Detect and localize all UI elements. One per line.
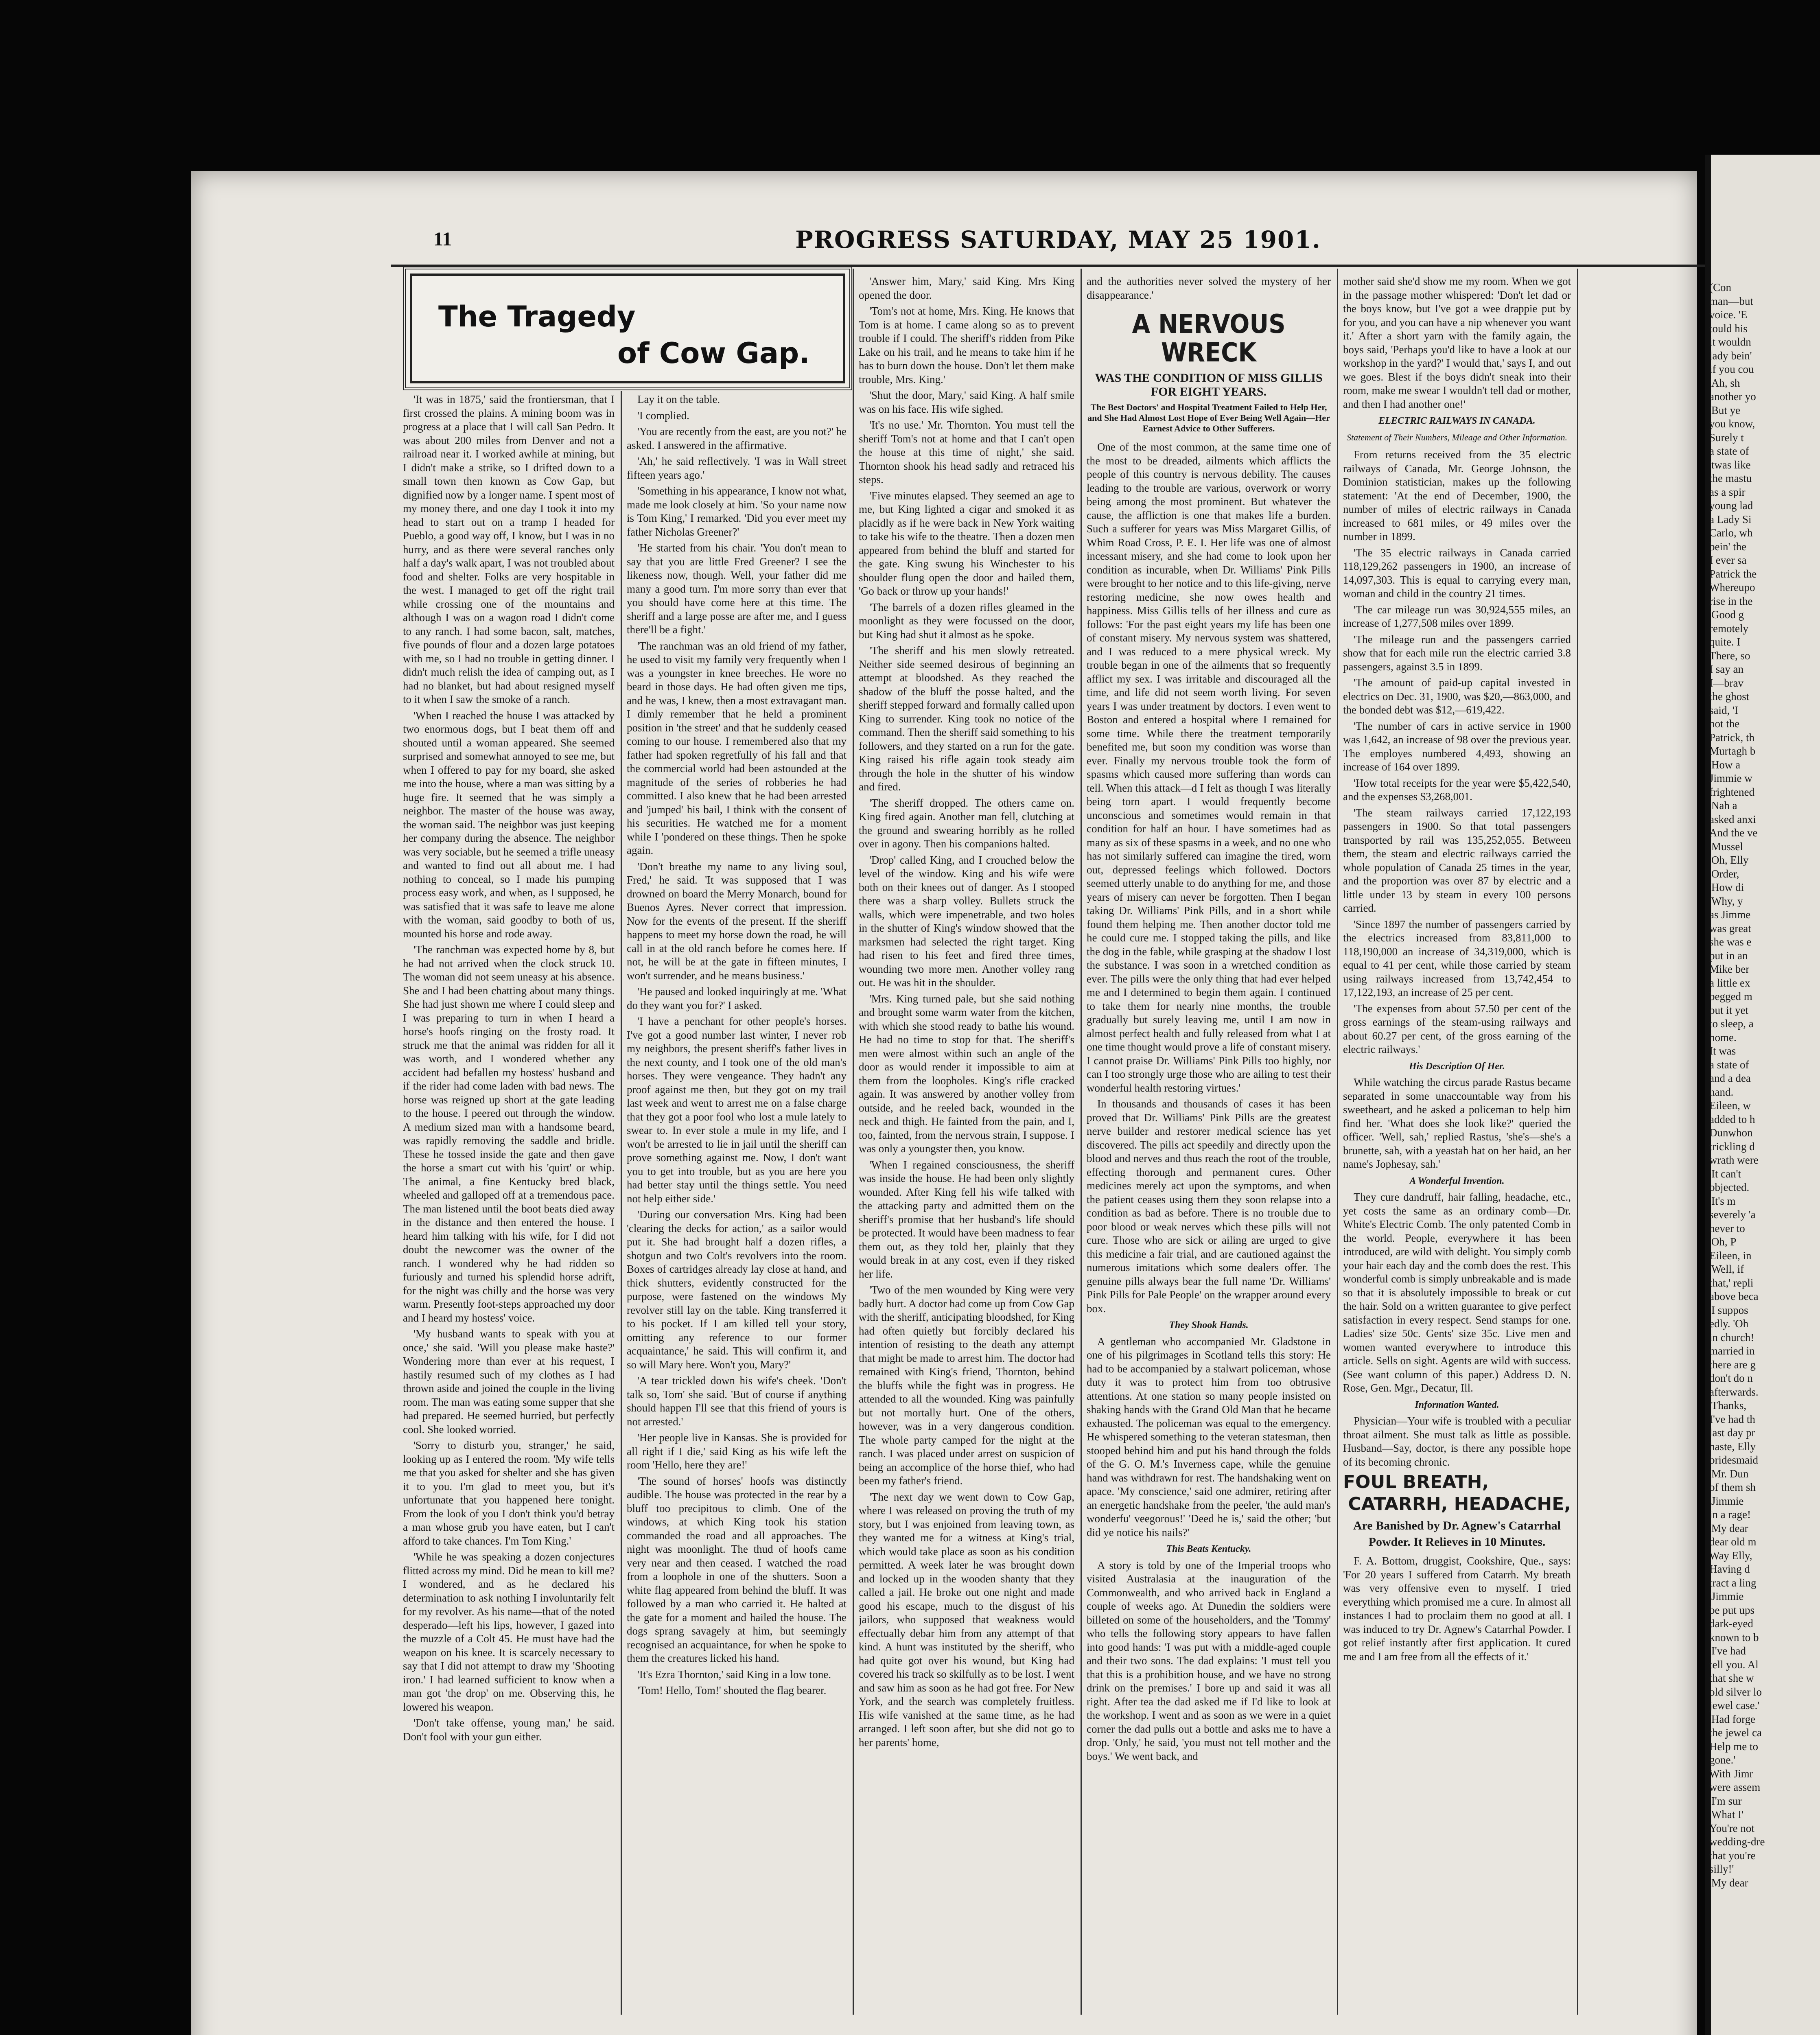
truncated-line: dark-eyed — [1709, 1617, 1753, 1630]
ad-headline-1: FOUL BREATH, — [1343, 1472, 1489, 1492]
truncated-line: the jewel ca — [1709, 1726, 1762, 1739]
truncated-line: 'How di — [1709, 881, 1744, 893]
truncated-line: 'Well, if — [1709, 1263, 1744, 1275]
truncated-line: 'Good g — [1709, 608, 1744, 621]
column-5 — [1343, 275, 1571, 2013]
truncated-line: trickling d — [1709, 1140, 1755, 1153]
truncated-line: known to b — [1709, 1631, 1759, 1643]
nervous-wreck-paragraph: In thousands and thousands of cases it has been proved that Dr. Williams' Pink Pills are the greatest nerve builder and restorer medical science has yet discovered. The pills act speedily and directly upon the blood and nerves and thus reach the root of the trouble, effecting thorough and permanent cures. Other medicines merely act upon the symptoms, and when the patient ceases using them they soon relapse into a condition as bad as before. There is no trouble due to poor blood or weak nerves which these pills will not cure. Those who are sick or ailing are urged to give this medicine a fair trial, and are cautioned against the numerous imitations which some dealers offer. The genuine pills always bear the full name 'Dr. Williams' Pink Pills for Pale People' on the wrapper around every box. — [1087, 1098, 1331, 1315]
truncated-line: Dunwhon — [1709, 1127, 1753, 1139]
description-text: While watching the circus parade Rastus became separated in some unaccountable way from his sweetheart, and he asked a policeman to help him find her. 'What does she look like?' queried the officer. 'Well, sah,' replied Rastus, 'she's—she's a brunette, sah, with a yeastah hat on her haid, an her name's Jophesay, sah.' — [1343, 1076, 1571, 1170]
story-paragraph: 'I have a penchant for other people's horses. I've got a good number last winter, I never rob my neighbors, the present sheriff's father lives in the next county, and I took one of the old man's horses. They were vengeance. They hadn't any proof against me then, but they got on my trail last week and went to arrest me on a false charge that they got a poor fool who lost a mule lately to swear to. In ever stole a mule in my life, and I won't be arrested to lie in jail until the sheriff can prove something against me. Now, I don't want you to get into trouble, but as you are here you had better stay until the things settle. You need not help either side.' — [627, 1015, 847, 1205]
story-paragraph: 'Her people live in Kansas. She is provided for all right if I die,' said King as his wife left the room 'Hello, here they are!' — [627, 1431, 847, 1471]
story-paragraph: 'A tear trickled down his wife's cheek. 'Don't talk so, Tom' she said. 'But of course if anything should happen I'll see that this friend of yours is not arrested.' — [627, 1374, 847, 1428]
nervous-wreck-subhead: WAS THE CONDITION OF MISS GILLIS FOR EIGHT YEARS. — [1095, 371, 1323, 398]
truncated-line: severely 'a — [1709, 1208, 1756, 1221]
truncated-line: 'How a — [1709, 758, 1741, 771]
truncated-line: jewel case.' — [1709, 1699, 1760, 1711]
truncated-line: With Jimr — [1709, 1767, 1753, 1780]
truncated-line: man—but — [1709, 295, 1753, 307]
truncated-line: 'I've had — [1709, 1645, 1746, 1657]
story-paragraph: 'When I regained consciousness, the sheriff was inside the house. He had been only slightly wounded. After King fell his wife talked with the attacking party and admitted them on the sheriff's promise that her husband's life should be protected. It would have been madness to fear them out, as they told her, plainly that they would break in at any cost, even if they risked her life. — [859, 1158, 1074, 1280]
truncated-line: edly. 'Oh — [1709, 1317, 1749, 1330]
truncated-line: tell you. Al — [1709, 1658, 1759, 1671]
truncated-line: afterwards. — [1709, 1385, 1759, 1398]
truncated-line: added to h — [1709, 1113, 1755, 1125]
page-number: 11 — [433, 228, 452, 250]
they-shook-hands-text: A gentleman who accompanied Mr. Gladstone in one of his pilgrimages in Scotland tells this story: He had to be accompanied by a stalwart policeman, whose duty it was to protect him from too obtrusive attentions. At one station so many people insisted on shaking hands with the Grand Old Man that he became exhausted. The policeman was equal to the emergency. He whispered something to the veteran statesman, then stooped behind him and put his hand through the folds of the G. O. M.'s Inverness cape, while the genuine hand was withdrawn for rest. The handshaking went on apace. 'My conscience,' said one admirer, retiring after an energetic handshake from the peeler, 'the auld man's wonderfu' veegorous!' 'Deed he is,' said the other; 'but did ye notice his nails?' — [1087, 1335, 1331, 1538]
truncated-line: that you're — [1709, 1849, 1756, 1862]
ad-text: F. A. Bottom, druggist, Cookshire, Que., says: 'For 20 years I suffered from Catarrh. My breath was very offensive even to myself. I tried everything which promised me a cure. In almost all instances I had to proclaim them no good at all. I was induced to try Dr. Agnew's Catarrhal Powder. I got relief instantly after first application. It cured me and I am free from all the effects of it.' — [1343, 1555, 1571, 1663]
story-paragraph: 'Shut the door, Mary,' said King. A half smile was on his face. His wife sighed. — [859, 389, 1074, 415]
story-paragraph: 'Drop' called King, and I crouched below the level of the window. King and his wife were both on their knees out of danger. As I stooped there was a sharp volley. Bullets struck the walls, which were impenetrable, and two holes in the shutter of King's window showed that the marksmen had selected the right target. King had risen to his feet and fired three times, wounding two more men. Another volley rang out. He was hit in the shoulder. — [859, 853, 1074, 989]
truncated-line: You're not — [1709, 1822, 1754, 1834]
truncated-line: Having d — [1709, 1563, 1750, 1575]
story-title-box — [403, 267, 852, 390]
truncated-line: Patrick the — [1709, 567, 1757, 580]
truncated-line: as a spir — [1709, 486, 1746, 498]
story-paragraph: Lay it on the table. — [637, 393, 720, 405]
story-paragraph: 'Something in his appearance, I know not what, made me look closely at him. 'So your name now is Tom King,' I remarked. 'Did you ever meet my father Nicholas Greener?' — [627, 485, 847, 538]
truncated-line: 'Ah, sh — [1709, 376, 1740, 389]
story-paragraph: 'During our conversation Mrs. King had been 'clearing the decks for action,' as a sailor would put it. She had brought half a dozen rifles, a shotgun and two Colt's revolvers into the room. Boxes of cartridges already lay close at hand, and thick shutters, evidently constructed for the purpose, were fastened on the windows My revolver still lay on the table. King transferred it to his pocket. If I am killed tell your story, omitting any reference to our former acquaintance,' he said. This will confirm it, and so will Mary here. Won't you, Mary?' — [627, 1208, 847, 1371]
story-column-3 — [859, 275, 1074, 2013]
truncated-line: to sleep, a — [1709, 1017, 1754, 1030]
truncated-line: home. — [1709, 1031, 1737, 1044]
electric-railways-deck: Statement of Their Numbers, Mileage and Other Information. — [1346, 432, 1567, 442]
electric-railways-paragraph: 'Since 1897 the number of passengers carried by the electrics increased from 83,811,000 to 118,190,000 an increase of 34,319,000, which is equal to 41 per cent, while those carried by steam using railways increased from 13,742,454 to 17,122,193, an increase of 25 per cent. — [1343, 918, 1571, 998]
story-paragraph: 'The sheriff and his men slowly retreated. Neither side seemed desirous of beginning an attempt at bloodshed. As they reached the shadow of the bluff the posse halted, and the sheriff stepped forward and formally called upon King to surrender. King took no notice of the command. Then the sheriff said something to his followers, and they started on a run for the gate. King raised his rifle again took steady aim through the hole in the shutter of his window and fired. — [859, 644, 1074, 793]
electric-railways-paragraph: From returns received from the 35 electric railways of Canada, Mr. George Johnson, the Dominion statistician, makes up the following statement: 'At the end of December, 1900, the number of miles of electric railways in Canada increased to 681 miles, or 49 miles over the number in 1899. — [1343, 449, 1571, 543]
truncated-line: (Con — [1709, 281, 1731, 293]
story-paragraph: 'The next day we went down to Cow Gap, where I was released on proving the truth of my story, but I was enjoined from leaving town, as they wanted me for a witness at King's trial, which would take place as soon as his condition permitted. A week later he was brought down and locked up in the wooden shanty that they called a jail. He broke out one night and made good his escape, much to the disgust of his jailors, who supposed that weakness would effectually debar him from any attempt of that kind. A hunt was instituted by the sheriff, who had quite got over his wound, but King had covered his track so skilfully as to be lost. I went and saw him as soon as he had got free. For New York, and the search was completely fruitless. His wife vanished at the same time, as he had arranged. I left soon after, but she did not go to her parents' home, — [859, 1490, 1074, 1748]
truncated-line: young lad — [1709, 499, 1753, 512]
info-wanted-text: Physician—Your wife is troubled with a peculiar throat ailment. She must talk as little as possible. Husband—Say, doctor, is there any possible hope of its becoming chronic. — [1343, 1415, 1571, 1468]
electric-railways-paragraph: 'The mileage run and the passengers carried show that for each mile run the electric carried 3.8 passengers, against 3.5 in 1899. — [1343, 633, 1571, 673]
truncated-line: It was — [1709, 1045, 1736, 1057]
story-column-2 — [627, 393, 847, 2013]
truncated-line: 'Mussel — [1709, 840, 1743, 853]
truncated-line: were assem — [1709, 1781, 1761, 1793]
truncated-line: hand. — [1709, 1085, 1734, 1098]
story-paragraph: 'While he was speaking a dozen conjectures flitted across my mind. Did he mean to kill me? I wondered, and as he declared his determination to ask nothing I involuntarily felt for my revolver. As his name—that of the noted desperado—left his lips, however, I gazed into the muzzle of a Colt 45. He must have had the weapon on his knee. It is scarcely necessary to say that I did not attempt to draw my 'Shooting iron.' I had learned sufficient to know when a man got 'the drop' on me. Observing this, he lowered his weapon. — [403, 1551, 615, 1713]
truncated-line: 'Mr. Dun — [1709, 1467, 1749, 1480]
truncated-line: objected. — [1709, 1181, 1750, 1193]
truncated-line: the ghost — [1709, 690, 1750, 702]
nervous-wreck-paragraph: One of the most common, at the same time one of the most to be dreaded, ailments which afflicts the people of this country is nervous debility. The causes leading to the trouble are various, overwork or worry being among the most prominent. But whatever the cause, the affliction is one that makes life a burden. Such a sufferer for years was Miss Margaret Gillis, of Whim Road Cross, P. E. I. Her life was one of almost incessant misery, and she had come to look upon her condition as incurable, when Dr. Williams' Pink Pills were brought to her notice and to this life-giving, nerve restoring medicine, she now owes health and happiness. Miss Gillis tells of her illness and cure as follows: 'For the past eight years my life has been one of constant misery. My nervous system was shattered, and I was reduced to a mere physical wreck. My trouble began in one of the ailments that so frequently afflict my sex. I was irritable and discouraged all the time, and life did not seem worth living. For seven years I was under treatment by doctors. I even went to Boston and entered a hospital where I remained for some time. While there the treatment temporarily benefited me, but soon my condition was worse than ever. Finally my nervous trouble took the form of spasms which caused more suffering than words can tell. When this attack—d I felt as though I was literally being torn apart. I would frequently become unconscious and sometimes would remain in that condition for half an hour. I have sometimes had as many as six of these spasms in a week, and no one who has not similarly suffered can imagine the tired, worn out, depressed feelings which followed. Doctors seemed utterly unable to do anything for me, and those years of misery can never be forgotten. Then I began taking Dr. Williams' Pink Pills, and in a short while found them helping me. Then another doctor told me he could cure me. I stopped taking the pills, and like the dog in the fable, while grasping at the shadow I lost the substance. I was soon in a wretched condition as ever. The pills were the only thing that had ever helped me and I determined to begin them again. I continued to take them for nearly nine months, the trouble gradually but surely leaving me, until I am now in almost perfect health and fully released from what I at one time thought would prove a life of constant misery. I cannot praise Dr. Williams' Pink Pills too highly, nor can I too strongly urge those who are ailing to test their wonderful health restoring virtues.' — [1087, 441, 1331, 1094]
column-divider — [1081, 269, 1082, 2015]
truncated-line: 'Had forge — [1709, 1713, 1756, 1725]
truncated-line: lady bein' — [1709, 349, 1752, 362]
truncated-line: wedding-dre — [1709, 1836, 1765, 1848]
truncated-line: And the ve — [1709, 827, 1758, 839]
truncated-line: you know, — [1709, 418, 1755, 430]
story-paragraph: 'Tom! Hello, Tom!' shouted the flag bearer. — [637, 1684, 827, 1696]
truncated-line: as Jimme — [1709, 908, 1751, 921]
story-paragraph: 'Sorry to disturb you, stranger,' he said, looking up as I entered the room. 'My wife tells me that you asked for shelter and she has given it to you. I'm glad to meet you, but it's unfortunate that you happened here tonight. From the look of you I don't think you'd betray a man whose grub you have eaten, but I can't afford to take chances. I'm Tom King.' — [403, 1439, 615, 1547]
electric-railways-paragraph: 'The expenses from about 57.50 per cent of the gross earnings of the steam-using railways and about 60.27 per cent, of the gross earning of the electric railways.' — [1343, 1002, 1571, 1055]
truncated-line: be put ups — [1709, 1604, 1754, 1616]
they-shook-hands-head: They Shook Hands. — [1169, 1320, 1249, 1330]
truncated-line: 'Nah a — [1709, 799, 1737, 812]
truncated-line: a state of — [1709, 1058, 1749, 1071]
story-paragraph: 'Ah,' he said reflectively. 'I was in Wall street fifteen years ago.' — [627, 455, 847, 481]
story-paragraph: 'You are recently from the east, are you not?' he asked. I answered in the affirmative. — [627, 425, 847, 451]
truncated-line: that,' repli — [1709, 1276, 1754, 1289]
truncated-line: There, so — [1709, 649, 1750, 662]
truncated-line: begged m — [1709, 990, 1752, 1002]
truncated-line: it wouldn — [1709, 336, 1751, 348]
truncated-line: a little ex — [1709, 976, 1750, 989]
nervous-wreck-deck: The Best Doctors' and Hospital Treatment Failed to Help Her, and She Had Almost Lost Hope of Ever Being Well Again—Her Earnest Advice to Other Sufferers. — [1087, 402, 1330, 433]
truncated-line: dear old m — [1709, 1536, 1757, 1548]
story-ending: and the authorities never solved the mystery of her disappearance.' — [1087, 275, 1331, 301]
truncated-line: Jimmie w — [1709, 772, 1752, 784]
invention-head: A Wonderful Invention. — [1409, 1175, 1505, 1186]
column-divider — [853, 269, 854, 2015]
info-wanted-head: Information Wanted. — [1415, 1399, 1499, 1410]
truncated-line: rise in the — [1709, 595, 1753, 607]
truncated-line: 'Thanks, — [1709, 1399, 1747, 1411]
truncated-line: not the — [1709, 718, 1740, 730]
truncated-line: quite. I — [1709, 636, 1741, 648]
story-paragraph: 'The ranchman was an old friend of my father, he used to visit my family very frequently when I was a youngster in knee breeches. He wore no beard in those days. He had often given me tips, and he was, I knew, then a most extravagant man. I dimly remember that he held a prominent position in 'the street' and that he suddenly ceased coming to our house. I remembered also that my father had spoken regretfully of his fall and that the commercial world had been astounded at the magnitude of the series of robberies he had committed. I also knew that he had been arrested and 'jumped' his bail, I think with the consent of his securities. He watched me for a moment while I 'pondered on these things. Then he spoke again. — [627, 639, 847, 856]
truncated-line: in a rage! — [1709, 1508, 1751, 1521]
electric-railways-body — [1343, 448, 1571, 1057]
beats-kentucky-text: A story is told by one of the Imperial troops who visited Australasia at the inauguration of the Commonwealth, and who arrived back in England a couple of weeks ago. At Dunedin the soldiers were billeted on some of the householders, and the 'Tommy' who tells the following story appears to have fallen into good hands: 'I was put with a middle-aged couple and their two sons. The dad explains: 'I must tell you that this is a prohibition house, and we have no strong drink on the premises.' I bore up and said it was all right. After tea the dad asked me if I'd like to look at the workshop. I went and as soon as we were in a quiet corner the dad pulls out a bottle and asks me to have a drop. 'Only,' he said, 'you must not tell mother and the boys.' We went back, and — [1087, 1559, 1331, 1762]
electric-railways-paragraph: 'The amount of paid-up capital invested in electrics on Dec. 31, 1900, was $20,—863,000, and the bonded debt was $12,—619,422. — [1343, 676, 1571, 716]
column-6-partial — [1709, 281, 1817, 1990]
story-paragraph: 'It was in 1875,' said the frontiersman, that I first crossed the plains. A mining boom was in progress at a place that I will call San Pedro. It was about 200 miles from Denver and not a railroad near it. I worked awhile at mining, but I didn't make a strike, so I drifted down to a small town then known as Cow Gap, but dignified now by a longer name. I spent most of my money there, and one day I took it into my head to start out on a tramp I headed for Pueblo, a good way off, I know, but I was in no hurry, and as there were several ranches only half a day's walk apart, I was not troubled about food and shelter. Folks are very hospitable in the west. I managed to get off the right trail while crossing one of the mountains and although I was on a wagon road I didn't come to any ranch. I had some bacon, salt, matches, five pounds of flour and a dozen large potatoes with me, so I had no trouble in getting dinner. I didn't much relish the idea of camping out, as I had no blanket, but had about resigned myself to it when I saw the smoke of a ranch. — [403, 393, 615, 705]
story-paragraph: 'I complied. — [637, 409, 689, 422]
story-title-line1: The Tragedy — [438, 300, 636, 333]
ad-deck: Are Banished by Dr. Agnew's Catarrhal Powder. It Relieves in 10 Minutes. — [1353, 1519, 1561, 1549]
truncated-line: voice. 'E — [1709, 309, 1748, 321]
column-divider — [1577, 269, 1578, 2015]
story-title-line2: of Cow Gap. — [617, 337, 810, 370]
truncated-line: I ever sa — [1709, 554, 1747, 566]
description-head: His Description Of Her. — [1409, 1061, 1505, 1072]
truncated-line: Eileen, w — [1709, 1099, 1751, 1112]
truncated-line: and a dea — [1709, 1072, 1751, 1084]
truncated-line: that she w — [1709, 1672, 1754, 1684]
truncated-line: Way Elly, — [1709, 1549, 1752, 1562]
nervous-wreck-headline: A NERVOUS WRECK — [1132, 309, 1286, 368]
truncated-line: another yo — [1709, 390, 1756, 403]
column-divider — [1337, 269, 1338, 2015]
masthead: PROGRESS SATURDAY, MAY 25 1901. — [795, 226, 1321, 254]
truncated-line: Murtagh b — [1709, 745, 1756, 757]
story-paragraph: 'It's Ezra Thornton,' said King in a low tone. — [637, 1668, 831, 1681]
truncated-line: put it yet — [1709, 1004, 1748, 1016]
truncated-line: I've had th — [1709, 1413, 1755, 1425]
truncated-line: a state of — [1709, 445, 1749, 457]
truncated-line: put in an — [1709, 949, 1748, 962]
truncated-line: Eileen, in — [1709, 1249, 1752, 1262]
invention-text: They cure dandruff, hair falling, headache, etc., yet costs the same as an ordinary comb—Dr. White's Electric Comb. The only patented Comb in the world. People, everywhere it has been introduced, are wild with delight. You simply comb your hair each day and the comb does the rest. This wonderful comb is simply unbreakable and is made so that it is absolutely impossible to break or cut the hair. Sold on a written guarantee to give perfect satisfaction in every respect. Send stamps for one. Ladies' size 50c. Gents' size 35c. Live men and women wanted everywhere to introduce this article. Sells on sight. Agents are wild with success. (See want column of this paper.) Address D. N. Rose, Gen. Mgr., Decatur, Ill. — [1343, 1191, 1571, 1394]
truncated-line: Whereupo — [1709, 581, 1755, 593]
truncated-line: remotely — [1709, 622, 1748, 635]
truncated-line: 'Order, — [1709, 867, 1739, 880]
story-paragraph: 'My husband wants to speak with you at once,' she said. 'Will you please make haste?' Wondering more than ever at his request, I hastily resumed such of my clothes as I had thrown aside and joined the couple in the living room. The man was eating some supper that she had prepared. He seemed hurried, but perfectly cool. She looked worried. — [403, 1328, 615, 1435]
truncated-line: 'Oh, P — [1709, 1236, 1737, 1248]
truncated-line: married in — [1709, 1345, 1755, 1357]
truncated-line: 'What I' — [1709, 1808, 1743, 1821]
truncated-line: Patrick, th — [1709, 731, 1754, 744]
truncated-line: I say an — [1709, 663, 1743, 675]
story-paragraph: 'He paused and looked inquiringly at me. 'What do they want you for?' I asked. — [627, 985, 847, 1011]
story-paragraph: 'Two of the men wounded by King were very badly hurt. A doctor had come up from Cow Gap with the sheriff, anticipating bloodshed, for King had often quietly but forcibly declared his intention of resisting to the death any attempt that might be made to arrest him. The doctor had remained with King's friend, Thornton, behind the bluffs while the fight was in progress. He attended to all the wounded. King was painfully but not mortally hurt. One of the others, however, was in a very dangerous condition. The whole party camped for the night at the ranch. I was placed under arrest on suspicion of being an accomplice of the horse thief, who had been my father's friend. — [859, 1284, 1074, 1487]
story-paragraph: 'The sound of horses' hoofs was distinctly audible. The house was protected in the rear by a bluff too precipitous to climb. One of the windows, at which King took his station commanded the road and all approaches. The night was moonlight. The thud of hoofs came very near and then ceased. I watched the road from a loophole in one of the shutters. Soon a white flag appeared from behind the bluff. It was followed by a man who carried it. He halted at the gate for a moment and hailed the house. The dogs sprang savagely at him, but seemingly recognised an acquaintance, for when he spoke to them the creatures licked his hand. — [627, 1475, 847, 1664]
truncated-line: tould his — [1709, 322, 1748, 335]
truncated-line: 'I suppos — [1709, 1304, 1748, 1316]
truncated-line: Surely t — [1709, 431, 1744, 444]
truncated-line: Help me to — [1709, 1740, 1758, 1753]
story-paragraph: 'It's no use.' Mr. Thornton. You must tell the sheriff Tom's not at home and that I can't open the house at this time of night,' she said. Thornton shook his head sadly and retraced his steps. — [859, 419, 1074, 486]
truncated-line: 'twas like — [1709, 458, 1751, 471]
truncated-line: Mike ber — [1709, 963, 1750, 975]
truncated-line: never to — [1709, 1222, 1745, 1234]
electric-railways-paragraph: 'The 35 electric railways in Canada carried 118,129,262 passengers in 1900, an increase of 14,097,303. This is equal to carrying every man, woman and child in the country 21 times. — [1343, 546, 1571, 600]
story-paragraph: 'Tom's not at home, Mrs. King. He knows that Tom is at home. I came along so as to prevent trouble if I could. The sheriff's ridden from Pike Lake on his trail, and he means to take him if he has to burn down the house. Don't let them make trouble, Mrs. King.' — [859, 305, 1074, 385]
truncated-line: 'My dear — [1709, 1522, 1748, 1534]
story-paragraph: 'The sheriff dropped. The others came on. King fired again. Another man fell, clutching at the ground and swearing horribly as he rolled over in agony. Then his companions halted. — [859, 796, 1074, 850]
truncated-line: I—brav — [1709, 676, 1743, 689]
truncated-line: gone.' — [1709, 1754, 1736, 1766]
electric-railways-paragraph: 'The car mileage run was 30,924,555 miles, an increase of 1,277,508 miles over 1899. — [1343, 603, 1571, 629]
truncated-line: she was e — [1709, 936, 1752, 948]
story-paragraph: 'When I reached the house I was attacked by two enormous dogs, but I beat them off and shouted until a woman appeared. She seemed surprised and somewhat annoyed to see me, but when I offered to pay for my board, she asked me into the house, where a man was sitting by a huge fire. It seemed that he was simply a neighbor. The master of the house was away, the woman said. The neighbor was just keeping her company during the absence. The neighbor was very sociable, but he seemed a trifle uneasy and wanted to find out all about me. I had nothing to conceal, so I made his pumping process easy work, and when, as I supposed, he was satisfied that it was safe to leave me alone with the woman, said goodby to both of us, mounted his horse and rode away. — [403, 709, 615, 940]
truncated-line: said, 'I — [1709, 704, 1738, 716]
electric-railways-paragraph: 'The number of cars in active service in 1900 was 1,642, an increase of 98 over the previous year. The employes numbered 4,493, showing an increase of 164 over 1899. — [1343, 720, 1571, 773]
beats-kentucky-head: This Beats Kentucky. — [1166, 1544, 1251, 1554]
truncated-line: wrath were — [1709, 1154, 1759, 1166]
story-paragraph: 'The ranchman was expected home by 8, but he had not arrived when the clock struck 10. The woman did not seem uneasy at his absence. She and I had been chatting about many things. She had just shown me where I could sleep and I was preparing to turn in when I heard a horse's hoofs ringing on the frosty road. It struck me that the animal was ridden for all it was worth, and I wondered whether any accident had befallen my hostess' husband and if the rider had come laden with bad news. The horse was reigned up short at the gate leading to the house. I peered out through the window. A medium sized man with a handsome beard, was rapidly removing the saddle and bridle. These he tossed inside the gate and then gave the horse a smart cut with his 'quirt' or whip. The animal, a fine Kentucky bred black, wheeled and galloped off at a tremendous pace. The man listened until the boot beats died away in the distance and then entered the house. I heard him talking with his wife, for I did not doubt the newcomer was the owner of the ranch. I wondered why he had ridden so furiously and turned his splendid horse adrift, for the night was chilly and the horse was very warm. Presently foot-steps approached my door and I heard my hostess' voice. — [403, 943, 615, 1324]
truncated-line: bein' the — [1709, 540, 1747, 553]
truncated-line: Carlo, wh — [1709, 527, 1753, 539]
truncated-line: if you cou — [1709, 363, 1754, 375]
truncated-line: 'Jimmie — [1709, 1495, 1744, 1507]
truncated-line: silly!' — [1709, 1863, 1734, 1875]
truncated-line: 'Oh, Elly — [1709, 854, 1749, 866]
truncated-line: old silver lo — [1709, 1685, 1762, 1698]
truncated-line: 'It can't — [1709, 1167, 1741, 1180]
electric-railways-paragraph: 'The steam railways carried 17,122,193 passengers in 1900. So that total passengers transported by rail was 135,252,055. Between them, the steam and electric railways carried the whole population of Canada 25 times in the year, and the proportion was over 87 by electric and a little under 13 by steam in every 100 persons carried. — [1343, 806, 1571, 914]
truncated-line: last day pr — [1709, 1427, 1755, 1439]
truncated-line: bridesmaid — [1709, 1454, 1758, 1466]
truncated-line: haste, Elly — [1709, 1440, 1756, 1453]
story-paragraph: 'Don't take offense, young man,' he said. Don't fool with your gun either. — [403, 1717, 615, 1743]
column-divider — [621, 391, 622, 2015]
truncated-line: the mastu — [1709, 472, 1752, 484]
kentucky-continued: mother said she'd show me my room. When we got in the passage mother whispered: 'Don't let dad or the boys know, but I've got a wee drappie put by for you, and you can have a nip whenever you want it.' After a short yarn with the family again, the boys said, 'Perhaps you'd like to have a look at our workshop in the yard?' I would that,' says I, and out we goes. Blest if the boys didn't sneak into their room, make me swear I wouldn't tell dad or mother, and then I had another one!' — [1343, 275, 1571, 410]
column-4 — [1087, 275, 1331, 2013]
truncated-line: 'I'm sur — [1709, 1794, 1742, 1807]
truncated-line: 'It's m — [1709, 1195, 1736, 1207]
truncated-line: don't do n — [1709, 1372, 1753, 1384]
truncated-line: 'But ye — [1709, 404, 1741, 416]
truncated-line: 'My dear — [1709, 1876, 1748, 1889]
electric-railways-paragraph: 'How total receipts for the year were $5,422,540, and the expenses $3,268,001. — [1343, 777, 1571, 803]
truncated-line: frightened — [1709, 786, 1754, 798]
story-paragraph: 'Don't breathe my name to any living soul, Fred,' he said. 'It was supposed that I was drowned on board the Merry Monarch, bound for Buenos Ayres. Never correct that impression. Now for the events of the present. If the sheriff happens to meet my horse down the road, he will call in at the old ranch before he comes here. If not, he will be at the gate in fifteen minutes, I won't surrender, and he means business.' — [627, 860, 847, 982]
truncated-line: above beca — [1709, 1290, 1759, 1302]
electric-railways-head: ELECTRIC RAILWAYS IN CANADA. — [1378, 416, 1536, 426]
truncated-line: a Lady Si — [1709, 513, 1752, 525]
truncated-line: asked anxi — [1709, 813, 1756, 825]
truncated-line: there are g — [1709, 1358, 1756, 1371]
story-paragraph: 'He started from his chair. 'You don't mean to say that you are little Fred Greener? I see the likeness now, though. Well, your father did me many a good turn. I'm more sorry than ever that you should have come here at this time. The sheriff and a large posse are after me, and I guess there'll be a fight.' — [627, 542, 847, 636]
truncated-line: tract a ling — [1709, 1576, 1757, 1589]
story-paragraph: 'The barrels of a dozen rifles gleamed in the moonlight as they were focussed on the door, but King had shut it almost as he spoke. — [859, 601, 1074, 641]
story-column-1 — [403, 393, 615, 2013]
truncated-line: of them sh — [1709, 1481, 1756, 1493]
truncated-line: was great — [1709, 922, 1751, 934]
truncated-line: in church! — [1709, 1331, 1754, 1344]
truncated-line: 'Why, y — [1709, 895, 1743, 907]
story-paragraph: 'Answer him, Mary,' said King. Mrs King opened the door. — [859, 275, 1074, 301]
truncated-line: 'Jimmie — [1709, 1590, 1744, 1602]
ad-headline-2: CATARRH, HEADACHE, — [1348, 1494, 1571, 1514]
story-paragraph: 'Five minutes elapsed. They seemed an age to me, but King lighted a cigar and smoked it as placidly as if he were back in New York waiting to take his wife to the theatre. Then a dozen men appeared from behind the bluff and started for the gate. King swung his Winchester to his shoulder flung open the door and hailed them, 'Go back or throw up your hands!' — [859, 489, 1074, 597]
story-paragraph: 'Mrs. King turned pale, but she said nothing and brought some warm water from the kitchen, with which she stood ready to bathe his wound. He had no time to stop for that. The sheriff's men were almost within such an angle of the door as would render it impossible to aim at them from the loopholes. King's rifle cracked again. It was answered by another volley from outside, and he reeled back, wounded in the neck and thigh. He fainted from the pain, and I, too, fainted, from the nervous strain, I suppose. I was only a youngster then, you know. — [859, 992, 1074, 1155]
